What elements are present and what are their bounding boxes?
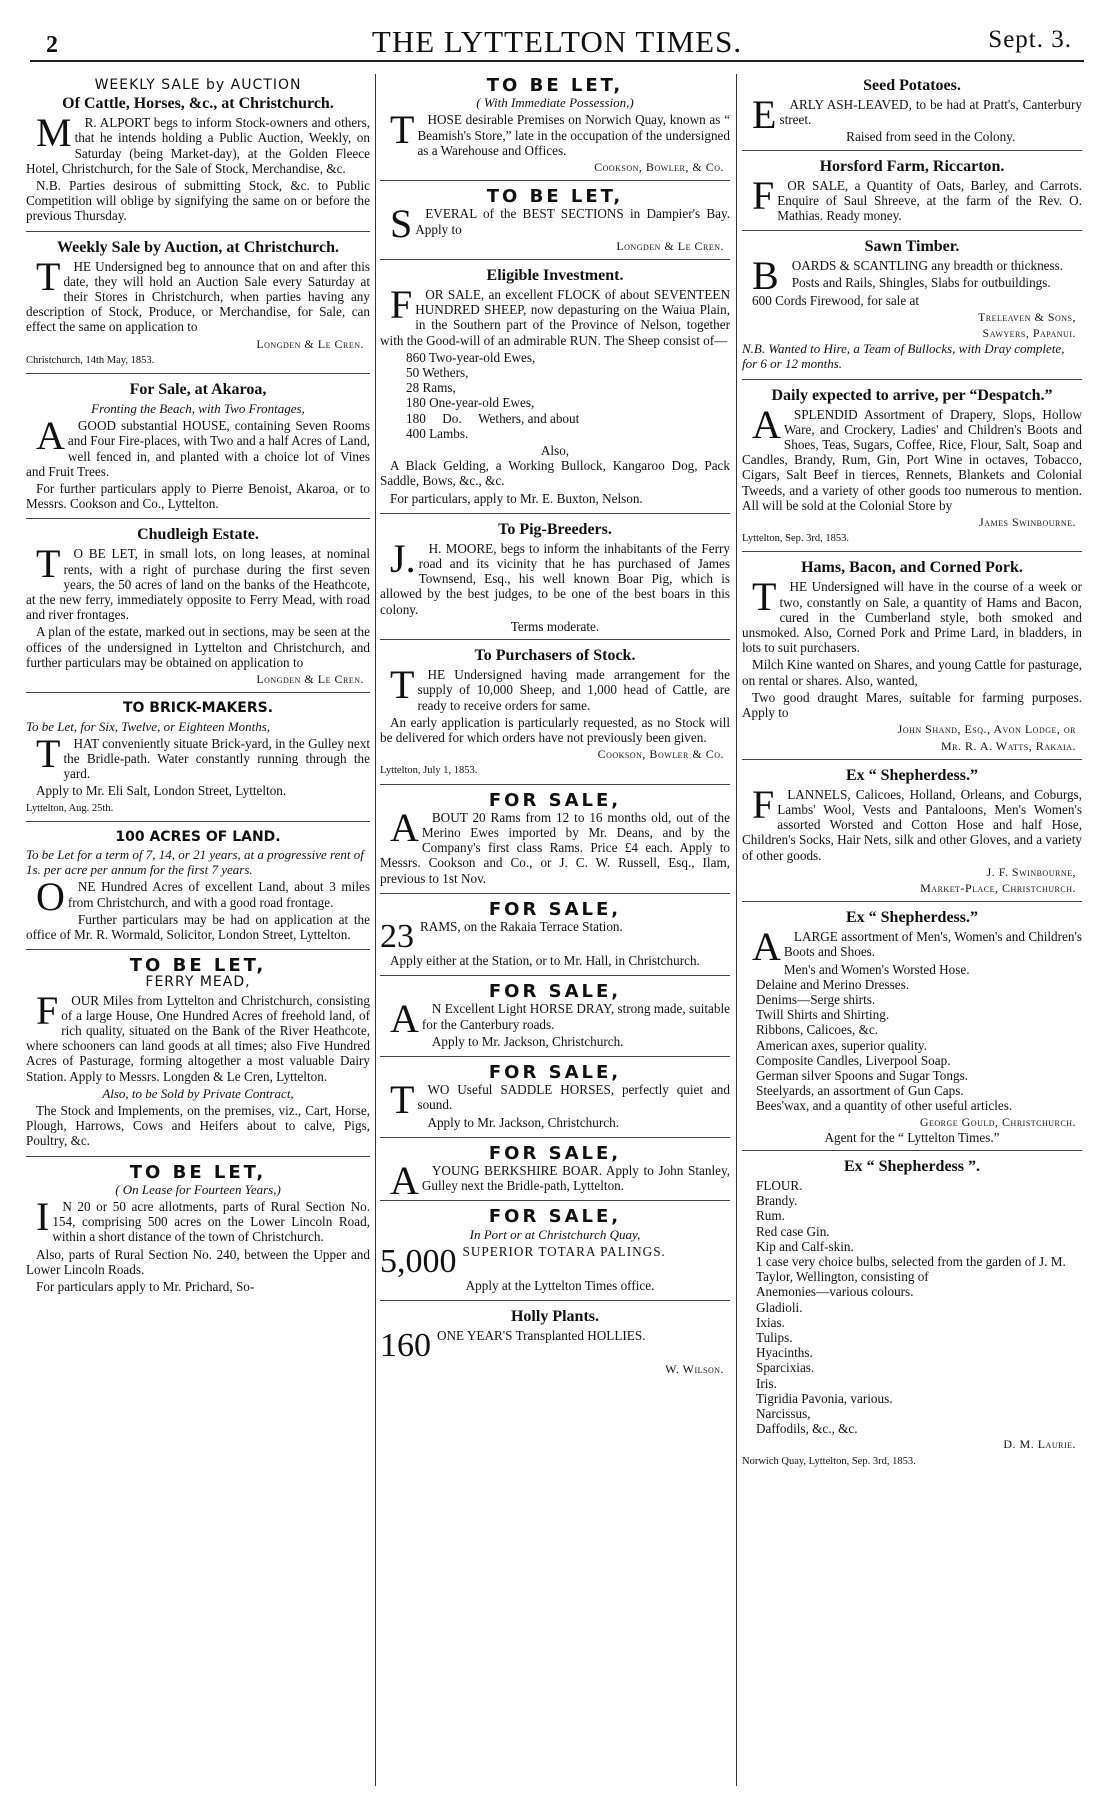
ad-body-2: Raised from seed in the Colony. [846,129,1016,145]
ad-contact: Apply either at the Station, or to Mr. Hall, in Christchurch. [390,952,700,968]
ad-signature: Cookson, Bowler, & Co. [594,160,724,175]
ad-investment [380,264,730,514]
ad-contact: Apply at the Lyttelton Times office. [465,1277,655,1293]
ad-weekly-sale-christchurch [26,236,370,374]
list-item: Composite Candles, Liverpool Soap. [756,1052,951,1068]
ad-title: For Sale, at Akaroa, [129,381,267,399]
ad-shepherdess-drapery [742,764,1082,902]
ad-signature: Longden & Le Cren. [616,238,724,253]
ad-palings [380,1205,730,1301]
ad-subtitle: ( With Immediate Possession,) [476,95,634,111]
ad-body: ONE Hundred Acres of excellent Land, about 3 miles from Christchurch, and with a good road frontage. [36,874,370,920]
ad-body: RAMS, on the Rakaia Terrace Station. [420,918,623,934]
ad-title: 100 ACRES OF LAND. [115,828,281,845]
ad-also: Also, [540,443,570,459]
ad-despatch [742,384,1082,553]
ad-number: 23 [380,917,414,955]
page-number: 2 [46,32,58,58]
ad-sawn-timber [742,235,1082,379]
list-item: 180 One-year-old Ewes, [406,395,535,411]
ad-body-2: Also, parts of Rural Section No. 240, between the Upper and Lower Lincoln Roads. [26,1246,370,1277]
ad-signature: Longden & Le Cren. [256,336,364,351]
ad-signature-2: Sawyers, Papanui. [982,326,1076,341]
ad-body: THE Undersigned will have in the course of a week or two, constantly on Sale, a quantity of Hams and Bacon, cured in the Cumberland style, both smoked and unsmoked. Also, Corned Pork and Prime Lard, in bladders, in lots to suit purchasers. [742,574,1082,656]
ad-title: FOR SALE, [488,1206,622,1228]
ad-body: ASPLENDID Assortment of Drapery, Slops, Hollow Ware, and Crockery, Ladies' and Children's Boots and Shoes, Teas, Sugars, Coffee, Rice, Flour, Salt, Soap and Candles, Brandy, Rum, Gin, Port Wine in octaves, Tobacco, Cigars, Salt Beef in tierces, Rennets, Blankets and Colonial Tweeds, and a variety of other goods too numerous to mention. All will be sold at the Colonial Store by [742,401,1082,513]
list-item: Tulips. [756,1330,793,1345]
ad-body: ALARGE assortment of Men's, Women's and Children's Boots and Shoes. [752,924,1082,970]
ad-subtitle: Fronting the Beach, with Two Frontages, [91,401,305,417]
list-item: Tigridia Pavonia, various. [756,1390,893,1406]
ad-title: Eligible Investment. [486,267,624,285]
list-item: German silver Spoons and Sugar Tongs. [756,1067,969,1083]
ad-title: Horsford Farm, Riccarton. [819,157,1005,175]
ad-body: THE Undersigned beg to announce that on and after this date, they will hold an Auction Sale every Saturday at their Stores in Christchurch, when parties having any description of Stock, Produce, or Merchandise, for Sale, can effect the same on application to [26,253,370,335]
ad-title: FOR SALE, [488,1142,622,1164]
ad-signature: John Shand, Esq., Avon Lodge, or [897,722,1076,737]
ad-title: To Purchasers of Stock. [474,647,636,665]
ad-body: TO BE LET, in small lots, on long leases, at nominal rents, with a right of purchase during the first seven years, the 50 acres of land on the banks of the Heathcote, at the new ferry, immediately opposite to Ferry Mead, with road and river frontages. [26,541,370,623]
ad-title: To Pig-Breeders. [498,520,612,538]
issue-date: Sept. 3. [988,26,1072,53]
ad-akaroa [26,378,370,519]
ad-rakaia-rams [380,898,730,976]
ad-body: THOSE desirable Premises on Norwich Quay, known as “ Beamish's Store,” late in the occupation of the undersigned as a Warehouse and Offices. [390,107,730,158]
ad-contact: For particulars, apply to Mr. E. Buxton, Nelson. [390,490,643,506]
ad-title: TO BE LET, [129,1161,267,1183]
ad-body: FOR SALE, an excellent FLOCK of about SEVENTEEN HUNDRED SHEEP, now depasturing on the Waiua Plain, in the Southern part of the Province of Nelson, together with the Good-will of an admirable RUN. The Sheep consist of— [380,282,730,348]
ad-number: 5,000 [380,1242,457,1280]
ad-title: FOR SALE, [488,789,622,811]
ad-brickmakers [26,697,370,821]
list-item: Daffodils, &c., &c. [756,1421,858,1437]
ad-ferry-mead [26,954,370,1156]
ad-title: TO BE LET, [486,75,624,96]
ad-title: Holly Plants. [510,1307,599,1325]
ad-title: Seed Potatoes. [863,77,961,94]
list-item: Delaine and Merino Dresses. [756,976,910,992]
ad-body: SUPERIOR TOTARA PALINGS. [462,1243,666,1259]
ad-body: MR. ALPORT begs to inform Stock-owners and others, that he intends holding a Public Auction, Weekly, on Saturday (being Market-day), at the Golden Fleece Hotel, Christchurch, for the Sale of Stock, Merchandise, &c. [26,110,370,176]
ad-signature: Longden & Le Cren. [256,672,364,687]
ad-signature-2: Market-Place, Christchurch. [920,880,1076,895]
list-item: Bees'wax, and a quantity of other useful articles. [756,1098,1013,1114]
list-item: American axes, superior quality. [756,1037,927,1053]
ad-land [26,826,370,950]
ad-contact: Apply to Mr. Jackson, Christchurch. [427,1114,620,1130]
list-item: Rum. [756,1208,785,1224]
ad-body: BOARDS & SCANTLING any breadth or thickness. [752,253,1064,299]
ad-signature: J. F. Swinbourne, [986,864,1076,879]
ad-date: Lyttelton, Aug. 25th. [26,802,114,814]
list-item: 860 Two-year-old Ewes, [406,349,536,365]
ad-contact: For further particulars apply to Pierre Benoist, Akaroa, or to Messrs. Cookson and Co., Lyttelton. [26,481,370,512]
list-item: Sparcixias. [756,1360,815,1376]
ad-body-2: An early application is particularly requested, as no Stock will be delivered for which orders have not previously been given. [380,714,730,745]
ad-body: ABOUT 20 Rams from 12 to 16 months old, out of the Merino Ewes imported by Mr. Deans, and by the Company's first class Rams. Price £4 each. Apply to Messrs. Cookson and Co., or J. C. W. Russell, Esq., Ilam, previous to 1st Nov. [380,804,730,886]
goods-list [742,962,1082,1114]
list-item: Twill Shirts and Shirting. [756,1007,890,1023]
ad-body-2: A Black Gelding, a Working Bullock, Kangaroo Dog, Pack Saddle, Bows, &c., &c. [380,458,730,489]
ad-seed-potatoes [742,74,1082,151]
masthead [30,14,1084,62]
ad-boar [380,1142,730,1202]
ad-body: J.H. MOORE, begs to inform the inhabitants of the Ferry road and its vicinity that he has purchased of James Townsend, Esq., his well known Boar Pig, which is allowed by the best judges, to be one of the best boars in this colony. [380,535,730,617]
ad-also: Also, to be Sold by Private Contract, [102,1085,294,1101]
list-item: Denims—Serge shirts. [756,991,876,1007]
ad-signature-2: Mr. R. A. Watts, Rakaia. [940,738,1076,753]
ad-body: AYOUNG BERKSHIRE BOAR. Apply to John Stanley, Gulley next the Bridle-path, Lyttelton. [390,1157,730,1203]
ad-title: TO BRICK-MAKERS. [122,700,274,717]
ad-signature: W. Wilson. [665,1361,724,1376]
ad-weekly-sale [26,74,370,232]
ad-horse-dray [380,980,730,1057]
list-item: Gladioli. [756,1299,803,1315]
ad-body-2: Posts and Rails, Shingles, Slabs for outbuildings. [791,275,1051,291]
ad-body: SEVERAL of the BEST SECTIONS in Dampier's Bay. Apply to [390,201,730,247]
ad-terms: Terms moderate. [510,618,600,634]
newspaper-title: THE LYTTELTON TIMES. [371,24,743,59]
ad-pig-breeders [380,518,730,640]
ad-body: AGOOD substantial HOUSE, containing Seven Rooms and Four Fire-places, with Two and a half Acres of Land, well fenced in, and planted with a choice lot of Vines and Fruit Trees. [26,413,370,479]
list-item: FLOUR. [756,1177,803,1193]
list-item: Brandy. [756,1193,798,1209]
ad-note: N.B. Wanted to Hire, a Team of Bullocks, with Dray complete, for 6 or 12 months. [742,341,1065,372]
ad-signature: D. M. Laurie. [1003,1437,1076,1452]
list-item: Narcissus, [756,1406,811,1422]
ad-title: FOR SALE, [488,981,622,1003]
flock-list [406,350,730,441]
ad-beamish [380,74,730,181]
list-item: Kip and Calf-skin. [756,1238,854,1254]
ad-contact: Apply to Mr. Eli Salt, London Street, Lyttelton. [36,783,287,799]
ad-body: THAT conveniently situate Brick-yard, in the Gulley next the Bridle-path. Water constantly running through the yard. [36,730,370,782]
goods-list [742,1178,1082,1436]
ad-title: Ex “ Shepherdess.” [845,766,979,784]
column-rule [736,74,737,1786]
ad-holly [380,1305,730,1382]
ad-subtitle: In Port or at Christchurch Quay, [469,1226,641,1242]
ad-subtitle: Of Cattle, Horses, &c., at Christchurch. [62,95,334,113]
ad-title: Ex “ Shepherdess.” [845,909,979,927]
ad-title: TO BE LET, [129,955,267,977]
ad-sections [380,185,730,260]
ad-subtitle: To be Let, for Six, Twelve, or Eighteen Months, [26,718,271,734]
ad-chudleigh [26,523,370,693]
ad-title: FOR SALE, [488,1061,622,1083]
ad-shepherdess-flour [742,1155,1082,1474]
ad-body: FOUR Miles from Lyttelton and Christchurch, consisting of a large House, One Hundred Acres of freehold land, of rich quality, situated on the Bank of the River Heathcote, where schooners can land goods at all times; also Five Hundred Acres of Pasturage, forming altogether a most valuable Dairy Station. Apply to Messrs. Longden & Le Cren, Lyttelton. [26,987,370,1084]
ad-body: IN 20 or 50 acre allotments, parts of Rural Section No. 154, comprising 500 acres on the Lower Lincoln Road, within a short distance of the town of Christchurch. [36,1193,370,1245]
list-item: 1 case very choice bulbs, selected from the garden of J. M. Taylor, Wellington, consisting of [756,1253,1066,1285]
ad-title: Sawn Timber. [864,238,960,256]
list-item: 400 Lambs. [406,425,469,441]
ad-body-3: Two good draught Mares, suitable for farming purposes. Apply to [742,689,1082,721]
ad-number: 160 [380,1326,431,1364]
list-item: Iris. [756,1375,777,1391]
ad-body: ONE YEAR'S Transplanted HOLLIES. [437,1327,646,1343]
ad-horsford-farm [742,155,1082,232]
ad-title: Ex “ Shepherdess ”. [843,1157,981,1175]
ad-subtitle: FERRY MEAD, [145,974,251,991]
ad-contact: Apply to Mr. Jackson, Christchurch. [431,1033,624,1049]
ad-date: Lyttelton, July 1, 1853. [380,765,478,777]
ad-body-2: Milch Kine wanted on Shares, and young Cattle for pasturage, on rental or shares. Also, wanted, [742,657,1082,688]
ad-subtitle: To be Let for a term of 7, 14, or 21 years, at a progressive rent of 1s. per acre per annum for the first 7 years. [26,846,364,878]
column-3 [742,74,1082,1790]
ad-title: Weekly Sale by Auction, at Christchurch. [57,238,339,256]
ad-title: FOR SALE, [488,898,622,920]
ad-body: EARLY ASH-LEAVED, to be had at Pratt's, Canterbury street. [752,92,1082,137]
ad-body: AN Excellent Light HORSE DRAY, strong made, suitable for the Canterbury roads. [390,996,730,1042]
ad-hams-bacon [742,556,1082,759]
ad-signature: Treleaven & Sons, [977,309,1076,324]
ad-title: WEEKLY SALE by AUCTION [94,77,302,93]
ad-purchasers-of-stock [380,644,730,784]
ad-signature: George Gould, Christchurch. [919,1114,1076,1129]
ad-rams [380,789,730,894]
ad-title: Chudleigh Estate. [137,526,259,544]
ad-lease [26,1161,370,1302]
list-item: Men's and Women's Worsted Hose. [783,961,970,977]
ad-body-2: The Stock and Implements, on the premises, viz., Cart, Horse, Plough, Harrows, Cows and Heifers about to calve, Pigs, Poultry, &c. [26,1102,370,1149]
ad-date: Christchurch, 14th May, 1853. [26,354,155,366]
ad-body-2: A plan of the estate, marked out in sections, may be seen at the offices of the undersigned in Lyttelton and Christchurch, and further particulars may be obtained on application to [26,624,370,670]
ad-shepherdess-boots [742,906,1082,1151]
column-rule [375,74,376,1786]
ad-contact: For particulars apply to Mr. Prichard, So- [36,1279,255,1294]
ad-body: TWO Useful SADDLE HORSES, perfectly quiet and sound. [390,1077,730,1123]
ad-date: Lyttelton, Sep. 3rd, 1853. [742,533,850,545]
ad-note: N.B. Parties desirous of submitting Stock, &c. to Public Competition will oblige by signifying the same on or before the previous Thursday. [26,178,370,224]
column-1 [26,74,370,1790]
ad-body-3: 600 Cords Firewood, for sale at [752,292,920,308]
ad-agent: Agent for the “ Lyttelton Times.” [824,1129,1000,1145]
ad-contact: Further particulars may be had on application at the office of Mr. R. Wormald, Solicitor, London Street, Lyttelton. [26,911,370,942]
list-item: 50 Wethers, [406,365,469,381]
ad-title: Daily expected to arrive, per “Despatch.” [771,386,1053,404]
list-item: Red case Gin. [756,1223,830,1239]
list-item: 28 Rams, [406,380,456,396]
ad-body: FOR SALE, a Quantity of Oats, Barley, and Carrots. Enquire of Saul Shreeve, at the farm of the Rev. O. Mathias. Ready money. [752,172,1082,224]
list-item: Ribbons, Calicoes, &c. [756,1022,878,1038]
ad-body: THE Undersigned having made arrangement for the supply of 10,000 Sheep, and 1,000 head of Cattle, are ready to receive orders for same. [390,662,730,713]
ad-date: Norwich Quay, Lyttelton, Sep. 3rd, 1853. [742,1455,916,1467]
ad-saddle-horses [380,1061,730,1138]
ad-subtitle: ( On Lease for Fourteen Years,) [115,1181,281,1197]
list-item: Anemonies—various colours. [756,1284,914,1300]
ad-signature: Cookson, Bowler & Co. [597,747,724,762]
ad-signature: James Swinbourne. [979,515,1076,530]
ad-title: TO BE LET, [486,186,624,208]
column-2 [380,74,730,1790]
list-item: Ixias. [756,1314,785,1330]
list-item: 180 Do. Wethers, and about [406,410,580,426]
list-item: Hyacinths. [756,1345,813,1361]
list-item: Steelyards, an assortment of Gun Caps. [756,1083,964,1099]
ad-body: FLANNELS, Calicoes, Holland, Orleans, and Coburgs, Lambs' Wool, Vests and Pantaloons, Men's Women's assorted Worsted and Cotton Hose and half Hose, Children's Socks, Hair Nets, silk and other Gloves, and a variety of other goods. [742,781,1082,863]
ad-title: Hams, Bacon, and Corned Pork. [801,559,1023,577]
